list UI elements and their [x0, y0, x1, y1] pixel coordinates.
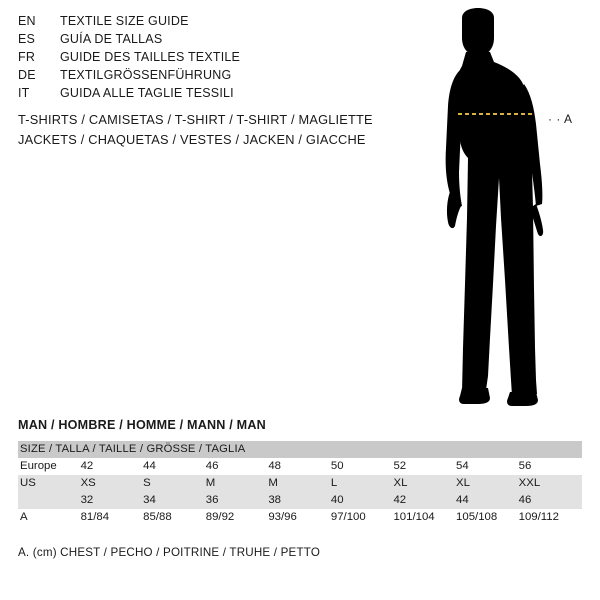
- body-figure: [400, 8, 600, 408]
- table-cell: M: [268, 475, 331, 492]
- table-row: [18, 458, 582, 475]
- table-cell: 42: [393, 492, 456, 509]
- table-cell: XL: [393, 475, 456, 492]
- language-title: GUIDE DES TAILLES TEXTILE: [60, 50, 241, 64]
- language-title: TEXTILGRÖSSENFÜHRUNG: [60, 68, 232, 82]
- table-cell: 56: [519, 458, 582, 475]
- language-code: FR: [18, 50, 36, 64]
- language-title: TEXTILE SIZE GUIDE: [60, 14, 189, 28]
- table-cell: 109/112: [519, 509, 582, 526]
- table-cell: 54: [456, 458, 519, 475]
- table-cell: 89/92: [206, 509, 269, 526]
- measure-dots: · ·: [548, 112, 561, 126]
- table-row: [18, 492, 582, 509]
- language-row: [18, 86, 378, 104]
- table-cell: 44: [456, 492, 519, 509]
- table-cell: 52: [393, 458, 456, 475]
- table-cell: 34: [143, 492, 206, 509]
- category-jackets: JACKETS / CHAQUETAS / VESTES / JACKEN / GIACCHE: [18, 132, 366, 147]
- table-row: [18, 475, 582, 492]
- language-title: GUÍA DE TALLAS: [60, 32, 163, 46]
- language-row: [18, 14, 378, 32]
- table-cell: 38: [268, 492, 331, 509]
- table-cell: 36: [206, 492, 269, 509]
- measure-letter: A: [564, 112, 573, 126]
- table-cell: S: [143, 475, 206, 492]
- table-title: MAN / HOMBRE / HOMME / MANN / MAN: [18, 418, 266, 432]
- language-row: [18, 32, 378, 50]
- language-code: IT: [18, 86, 30, 100]
- table-cell: 32: [81, 492, 144, 509]
- table-cell: 85/88: [143, 509, 206, 526]
- size-table-wrap: [18, 441, 582, 526]
- row-label: Europe: [18, 458, 81, 475]
- language-code: EN: [18, 14, 36, 28]
- language-code: ES: [18, 32, 36, 46]
- table-cell: 48: [268, 458, 331, 475]
- language-row: [18, 68, 378, 86]
- category-tshirts: T-SHIRTS / CAMISETAS / T-SHIRT / T-SHIRT / MAGLIETTE: [18, 112, 373, 127]
- table-cell: 81/84: [81, 509, 144, 526]
- table-cell: 105/108: [456, 509, 519, 526]
- table-cell: M: [206, 475, 269, 492]
- language-code: DE: [18, 68, 36, 82]
- table-cell: 44: [143, 458, 206, 475]
- footnote: A. (cm) CHEST / PECHO / POITRINE / TRUHE / PETTO: [18, 546, 321, 559]
- table-cell: 46: [519, 492, 582, 509]
- table-cell: 93/96: [268, 509, 331, 526]
- table-header-row: [18, 441, 582, 458]
- table-cell: XL: [456, 475, 519, 492]
- table-cell: 40: [331, 492, 394, 509]
- male-silhouette-icon: [400, 8, 600, 408]
- table-cell: 101/104: [393, 509, 456, 526]
- table-cell: XS: [81, 475, 144, 492]
- language-title: GUIDA ALLE TAGLIE TESSILI: [60, 86, 234, 100]
- language-row: [18, 50, 378, 68]
- table-cell: 97/100: [331, 509, 394, 526]
- row-label: [18, 492, 81, 509]
- size-table: [18, 441, 582, 526]
- table-cell: 42: [81, 458, 144, 475]
- table-header-label: SIZE / TALLA / TAILLE / GRÖSSE / TAGLIA: [18, 441, 582, 458]
- table-cell: 50: [331, 458, 394, 475]
- row-label: US: [18, 475, 81, 492]
- garment-category-list: [18, 110, 438, 150]
- measure-label-a: [548, 112, 573, 126]
- table-row: [18, 509, 582, 526]
- table-cell: L: [331, 475, 394, 492]
- language-list: [18, 14, 378, 104]
- table-cell: 46: [206, 458, 269, 475]
- row-label: A: [18, 509, 81, 526]
- table-cell: XXL: [519, 475, 582, 492]
